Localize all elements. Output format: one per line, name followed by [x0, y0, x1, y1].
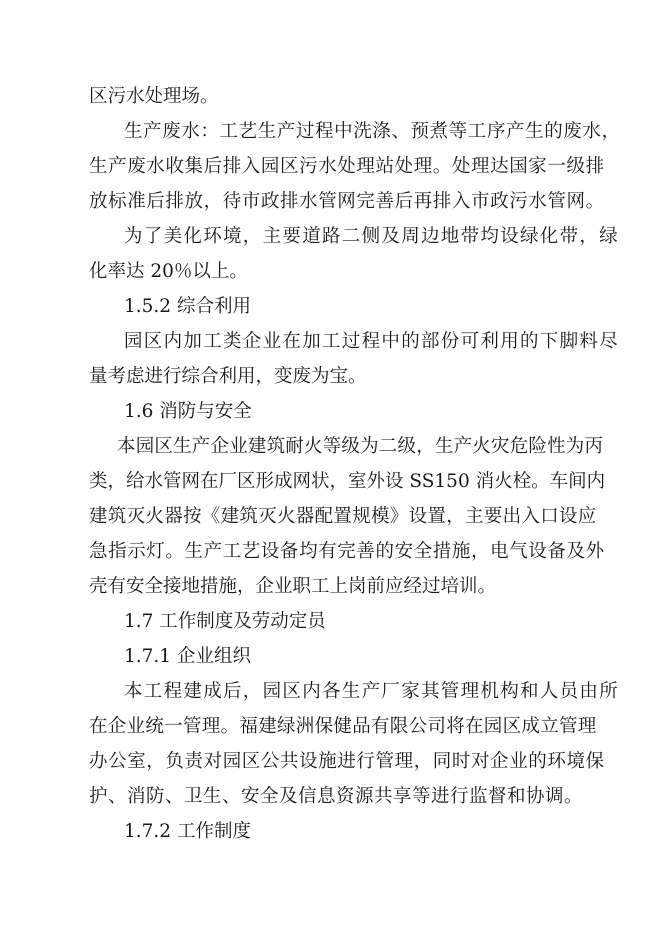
text-line-wastewater-plant: 区污水处理场。 — [89, 86, 219, 107]
text-line-reuse-1: 园区内加工类企业在加工过程中的部份可利用的下脚料尽 — [124, 331, 620, 352]
text-line-organization-2: 在企业统一管理。福建绿洲保健品有限公司将在园区成立管理 — [89, 716, 597, 737]
heading-1-7-1: 1.7.1 企业组织 — [124, 646, 251, 667]
text-line-fire-safety-2: 类，给水管网在厂区形成网状，室外设 SS150 消火栓。车间内 — [89, 471, 606, 492]
heading-1-7: 1.7 工作制度及劳动定员 — [124, 611, 326, 632]
text-line-fire-safety-3: 建筑灭火器按《建筑灭火器配置规模》设置，主要出入口设应 — [89, 506, 597, 527]
text-line-production-wastewater-1: 生产废水：工艺生产过程中洗涤、预煮等工序产生的废水， — [124, 121, 621, 142]
text-line-fire-safety-4: 急指示灯。生产工艺设备均有完善的安全措施，电气设备及外 — [89, 541, 605, 562]
text-line-greening-2: 化率达 20％以上。 — [89, 261, 248, 282]
text-line-production-wastewater-2: 生产废水收集后排入园区污水处理站处理。处理达国家一级排 — [89, 156, 605, 177]
heading-1-5-2: 1.5.2 综合利用 — [124, 296, 251, 317]
text-line-organization-4: 护、消防、卫生、安全及信息资源共享等进行监督和协调。 — [89, 786, 584, 807]
heading-1-6: 1.6 消防与安全 — [124, 401, 252, 422]
text-line-fire-safety-5: 壳有安全接地措施，企业职工上岗前应经过培训。 — [89, 576, 497, 597]
text-line-production-wastewater-3: 放标准后排放，待市政排水管网完善后再排入市政污水管网。 — [89, 191, 605, 212]
text-line-organization-1: 本工程建成后，园区内各生产厂家其管理机构和人员由所 — [124, 681, 620, 702]
text-line-greening-1: 为了美化环境，主要道路二侧及周边地带均设绿化带，绿 — [124, 226, 620, 247]
heading-1-7-2: 1.7.2 工作制度 — [124, 821, 251, 842]
text-line-reuse-2: 量考虑进行综合利用，变废为宝。 — [89, 366, 367, 387]
text-line-fire-safety-1: 本园区生产企业建筑耐火等级为二级，生产火灾危险性为丙 — [117, 436, 604, 457]
text-line-organization-3: 办公室，负责对园区公共设施进行管理，同时对企业的环境保 — [89, 751, 605, 772]
